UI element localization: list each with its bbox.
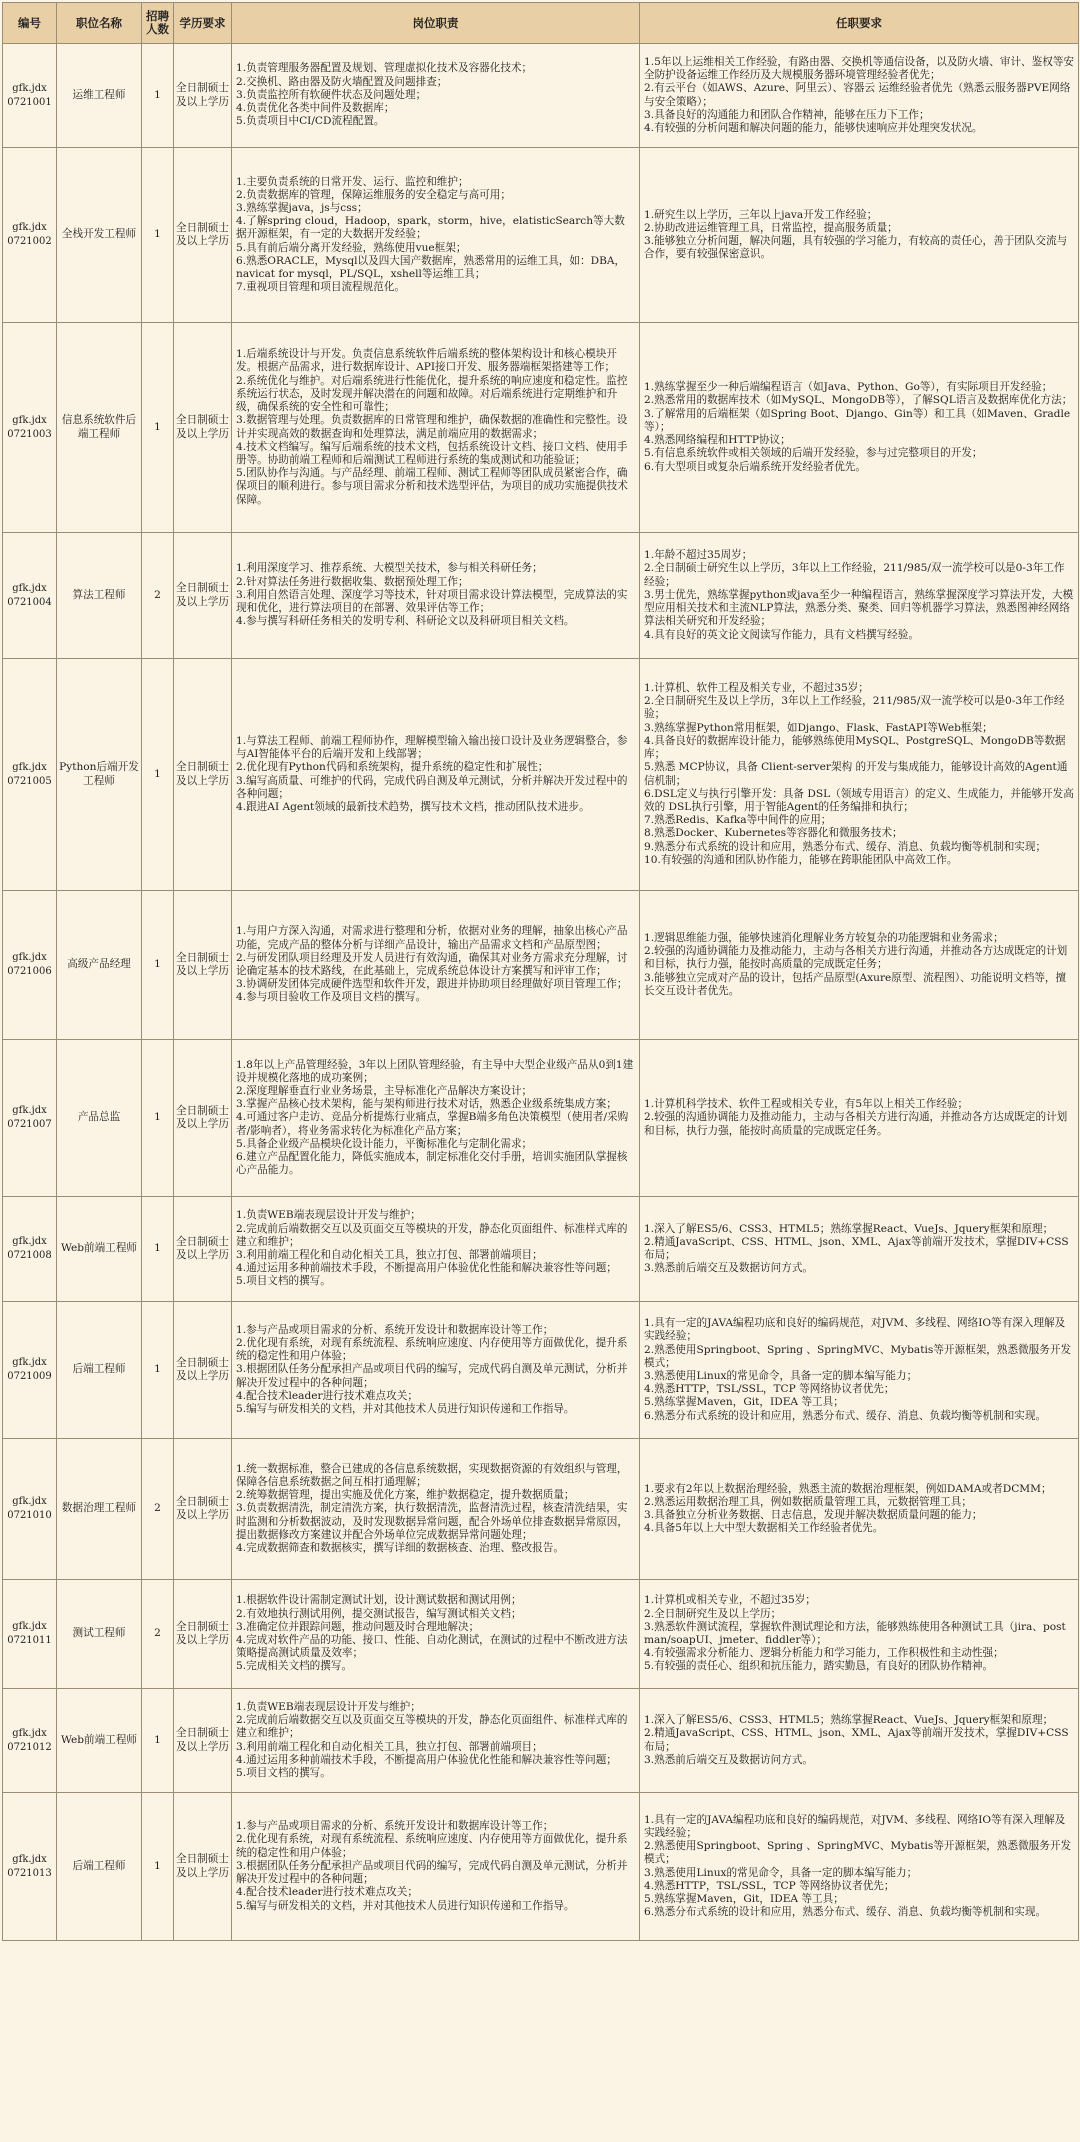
table-row [3,891,1079,1040]
table-row [3,1793,1079,1941]
duty-line: 4.负责优化各类中间件及数据库； [236,102,395,115]
requirement-line: 2.全日制硕士研究生以上学历，3年以上工作经验，211/985/双一流学校可以是0-3年工作经验； [644,562,1065,588]
duty-line: 6.建立产品配置化能力，降低实施成本，制定标准化交付手册，培训实施团队掌握核心产品能力。 [236,1151,628,1177]
education-requirement: 全日制硕士及以上学历 [174,1580,232,1689]
headcount: 1 [142,1197,174,1302]
header-count: 招聘人数 [142,3,174,44]
duty-line: 1.参与产品或项目需求的分析、系统开发设计和数据库设计等工作； [236,1820,554,1833]
headcount: 1 [142,659,174,891]
duty-line: 2.优化现有Python代码和系统架构，提升系统的稳定性和扩展性； [236,761,549,774]
table-body [3,44,1079,1941]
requirement-line: 1.研究生以上学历，三年以上java开发工作经验； [644,208,878,221]
requirement-line: 1.逻辑思维能力强，能够快速消化理解业务方较复杂的功能逻辑和业务需求； [644,931,1004,944]
requirement-line: 1.具有一定的JAVA编程功底和良好的编码规范，对JVM、多线程、网络IO等有深入理解及实践经验； [644,1317,1066,1343]
position-code [3,533,57,659]
requirement-line: 4.熟悉网络编程和HTTP协议； [644,434,791,447]
duty-line: 1.8年以上产品管理经验，3年以上团队管理经验，有主导中大型企业级产品从0到1建设并规模化落地的成功案例； [236,1058,634,1084]
requirement-line: 10.有较强的沟通和团队协作能力，能够在跨职能团队中高效工作。 [644,853,958,866]
duty-line: 4.通过运用多种前端技术手段，不断提高用户体验优化性能和解决兼容性等问题； [236,1262,617,1275]
headcount: 2 [142,533,174,659]
duty-line: 1.主要负责系统的日常开发、运行、监控和维护； [236,175,469,188]
position-title: 信息系统软件后端工程师 [57,323,142,533]
requirement-line: 5.熟悉 MCP协议，具备 Client-server架构 的开发与集成能力，能够设计高效的Agent通信机制； [644,761,1068,787]
duty-line: 3.负责数据清洗，制定清洗方案，执行数据清洗，监督清洗过程，核查清洗结果，实时监测和分析数据波动，及时发现数据异常问题，配合外场单位排查数据异常原因，提出数据修改方案建议并配合外场单位完成数据异常问题处理； [236,1502,628,1541]
header-title: 职位名称 [57,3,142,44]
headcount: 1 [142,323,174,533]
duty-line: 3.利用前端工程化和自动化相关工具，独立打包、部署前端项目； [236,1740,543,1753]
requirement-line: 1.5年以上运维相关工作经验，有路由器、交换机等通信设备，以及防火墙、审计、鉴权等安全防护设备运维工作经历及大规模服务器环境管理经验者优先； [644,55,1075,82]
header-reqs: 任职要求 [640,3,1079,44]
education-requirement: 全日制硕士及以上学历 [174,1689,232,1793]
duty-line: 3.负责监控所有软硬件状态及问题处理； [236,88,427,101]
education-requirement: 全日制硕士及以上学历 [174,891,232,1040]
duty-line: 1.负责管理服务器配置及规划、管理虚拟化技术及容器化技术； [236,62,533,75]
position-title: Python后端开发工程师 [57,659,142,891]
requirement-line: 6.熟悉分布式系统的设计和应用，熟悉分布式、缓存、消息、负载均衡等机制和实现。 [644,1409,1047,1422]
duty-line: 3.熟练掌握java，js与css； [236,201,368,214]
requirement-line: 1.计算机或相关专业，不超过35岁； [644,1594,816,1607]
job-duties [232,891,640,1040]
position-code-part: gfk.jdx [12,952,47,963]
requirement-line: 3.了解常用的后端框架（如Spring Boot、Django、Gin等）和工具（如Maven、Gradle等）； [644,407,1071,433]
position-code [3,1580,57,1689]
requirement-line: 4.具备良好的数据库设计能力，能够熟练使用MySQL、PostgreSQL、MongoDB等数据库； [644,734,1066,761]
header-code: 编号 [3,3,57,44]
duty-line: 3.掌握产品核心技术架构，能与架构师进行技术对话，熟悉企业级系统集成方案； [236,1098,617,1111]
job-requirements [640,44,1079,148]
headcount: 1 [142,44,174,148]
requirement-line: 2.熟悉常用的数据库技术（如MySQL、MongoDB等），了解SQL语言及数据库优化方法； [644,394,1073,407]
duty-line: 1.根据软件设计需制定测试计划，设计测试数据和测试用例； [236,1594,522,1607]
duty-line: 2.交换机、路由器及防火墙配置及问题排查； [236,75,448,88]
education-requirement: 全日制硕士及以上学历 [174,659,232,891]
position-code-part: gfk.jdx [12,1105,47,1116]
table-row [3,148,1079,323]
duty-line: 3.准确定位并跟踪问题，推动问题及时合理地解决； [236,1620,480,1633]
position-code-part: 0721011 [7,1635,52,1646]
headcount: 1 [142,148,174,323]
table-row [3,533,1079,659]
position-code-part: gfk.jdx [12,1727,47,1739]
duty-line: 2.系统优化与维护。对后端系统进行性能优化，提升系统的响应速度和稳定性。监控系统运行状态，及时发现并解决潜在的问题和故障。对后端系统进行定期维护和升级，确保系统的安全性和可靠性； [236,374,628,414]
position-code-part: gfk.jdx [12,82,47,94]
duty-line: 3.利用前端工程化和自动化相关工具，独立打包、部署前端项目； [236,1249,543,1261]
duty-line: 1.利用深度学习、推荐系统、大模型关技术，参与相关科研任务； [236,562,543,575]
position-title: Web前端工程师 [57,1197,142,1302]
requirement-line: 3.熟悉软件测试流程，掌握软件测试理论和方法，能够熟练使用各种测试工具（jira、postman/soapUI、jmeter、fiddler等）； [644,1620,1066,1646]
duty-line: 5.编写与研发相关的文档，并对其他技术人员进行知识传递和工作指导。 [236,1899,575,1912]
education-requirement: 全日制硕士及以上学历 [174,1040,232,1197]
header-duties: 岗位职责 [232,3,640,44]
job-duties [232,44,640,148]
position-code-part: gfk.jdx [12,1236,47,1247]
position-code [3,891,57,1040]
duty-line: 2.统筹数据管理，提出实施及优化方案，维护数据稳定，提升数据质量； [236,1489,575,1502]
job-table [2,2,1079,1941]
headcount: 1 [142,1689,174,1793]
requirement-line: 5.有较强的责任心、组织和抗压能力，踏实勤恳，有良好的团队协作精神。 [644,1660,994,1673]
requirement-line: 4.有较强需求分析能力、逻辑分析能力和学习能力，工作积极性和主动性强； [644,1647,1004,1660]
header-edu: 学历要求 [174,3,232,44]
duty-line: 2.与研发团队项目经理及开发人员进行有效沟通，确保其对业务方需求充分理解，讨论确定基本的技术路线，在此基础上，完成系统总体设计方案撰写和评审工作； [236,951,628,977]
requirement-line: 4.熟悉HTTP，TSL/SSL，TCP 等网络协议者优先； [644,1383,895,1396]
position-title: 数据治理工程师 [57,1439,142,1580]
requirement-line: 3.熟悉前后端交互及数据访问方式。 [644,1753,814,1766]
requirement-line: 1.要求有2年以上数据治理经验，熟悉主流的数据治理框架，例如DAMA或者DCMM； [644,1482,1052,1495]
requirement-line: 3.能够独立分析问题，解决问题，具有较强的学习能力，有较高的责任心，善于团队交流与合作，要有较强保密意识。 [644,235,1068,261]
job-duties [232,533,640,659]
position-code-part: gfk.jdx [12,1621,47,1632]
position-code-part: 0721001 [7,96,52,108]
position-code-part: 0721013 [7,1867,52,1879]
requirement-line: 1.年龄不超过35周岁； [644,549,753,562]
requirement-line: 4.熟悉HTTP，TSL/SSL，TCP 等网络协议者优先； [644,1879,895,1892]
duty-line: 2.完成前后端数据交互以及页面交互等模块的开发，静态化页面组件、标准样式库的建立和维护； [236,1222,628,1248]
requirement-line: 2.全日制研究生及以上学历，3年以上工作经验，211/985/双一流学校可以是0-3年工作经验； [644,695,1065,721]
requirement-line: 2.较强的沟通协调能力及推动能力，主动与各相关方进行沟通，并推动各方达成既定的计划和目标，执行力强，能按时高质量的完成既定任务。 [644,1111,1068,1137]
requirement-line: 6.DSL定义与执行引擎开发：具备 DSL（领域专用语言）的定义、生成能力，并能够开发高效的 DSL执行引擎，用于智能Agent的任务编排和执行； [644,787,1074,813]
position-code [3,1793,57,1941]
job-requirements [640,1689,1079,1793]
position-title: 运维工程师 [57,44,142,148]
requirement-line: 2.协助改进运维管理工具，日常监控，提高服务质量； [644,221,898,234]
position-code-part: 0721010 [7,1510,52,1521]
job-duties [232,1302,640,1439]
table-row [3,659,1079,891]
position-code [3,1197,57,1302]
education-requirement: 全日制硕士及以上学历 [174,323,232,533]
duty-line: 3.根据团队任务分配承担产品或项目代码的编写，完成代码自测及单元测试，分析并解决开发过程中的各种问题； [236,1859,628,1886]
duty-line: 4.参与项目验收工作及项目文档的撰写。 [236,991,427,1004]
requirement-line: 3.熟练掌握Python常用框架，如Django、Flask、FastAPI等Web框架； [644,721,993,734]
table-row [3,1040,1079,1197]
headcount: 1 [142,1302,174,1439]
requirement-line: 2.全日制研究生及以上学历； [644,1607,782,1620]
requirement-line: 9.熟悉分布式系统的设计和应用，熟悉分布式、缓存、消息、负载均衡等机制和实现； [644,840,1047,853]
job-requirements [640,1580,1079,1689]
duty-line: 2.完成前后端数据交互以及页面交互等模块的开发，静态化页面组件、标准样式库的建立和维护； [236,1714,628,1740]
position-code-part: 0721012 [7,1741,52,1753]
duty-line: 4.完成数据筛查和数据核实，撰写详细的数据核查、治理、整改报告。 [236,1542,564,1554]
education-requirement: 全日制硕士及以上学历 [174,148,232,323]
job-duties [232,1689,640,1793]
requirement-line: 4.具备5年以上大中型大数据相关工作经验者优先。 [644,1522,884,1535]
duty-line: 1.参与产品或项目需求的分析、系统开发设计和数据库设计等工作； [236,1323,554,1336]
job-requirements [640,891,1079,1040]
duty-line: 7.重视项目管理和项目流程规范化。 [236,281,406,294]
position-code-part: gfk.jdx [12,222,47,233]
duty-line: 4.参与撰写科研任务相关的发明专利、科研论文以及科研项目相关文档。 [236,615,575,628]
position-code [3,323,57,533]
duty-line: 3.协调研发团体完成硬件选型和软件开发，跟进并协助项目经理做好项目管理工作； [236,978,628,991]
position-title: Web前端工程师 [57,1689,142,1793]
duty-line: 1.与算法工程师、前端工程师协作，理解模型输入输出接口设计及业务逻辑整合，参与AI智能体平台的后端开发和上线部署； [236,734,628,761]
headcount: 1 [142,891,174,1040]
duty-line: 2.针对算法任务进行数据收集、数据预处理工作； [236,575,469,588]
job-requirements [640,1793,1079,1941]
duty-line: 1.负责WEB端表现层设计开发与维护； [236,1209,421,1222]
position-title: 高级产品经理 [57,891,142,1040]
position-code [3,1689,57,1793]
table-row [3,44,1079,148]
position-title: 算法工程师 [57,533,142,659]
requirement-line: 3.具备良好的沟通能力和团队合作精神，能够在压力下工作； [644,108,930,121]
requirement-line: 2.精通JavaScript、CSS、HTML、json、XML、Ajax等前端开发技术，掌握DIV+CSS布局； [644,1235,1069,1261]
position-code-part: gfk.jdx [12,1357,47,1368]
duty-line: 4.完成对软件产品的功能、接口、性能、自动化测试，在测试的过程中不断改进方法策略提高测试质量及效率； [236,1634,628,1660]
job-requirements [640,323,1079,533]
duty-line: 5.负责项目中CI/CD流程配置。 [236,115,385,128]
position-title: 全栈开发工程师 [57,148,142,323]
duty-line: 4.技术文档编写。编写后端系统的技术文档，包括系统设计文档、接口文档、使用手册等。协助前端工程师和后端测试工程师进行系统的集成测试和功能验证； [236,440,628,466]
duty-line: 3.利用自然语言处理、深度学习等技术，针对项目需求设计算法模型，完成算法的实现和优化，进行算法项目的在部署、效果评估等工作； [236,588,628,615]
headcount: 1 [142,1040,174,1197]
requirement-line: 6.熟悉分布式系统的设计和应用，熟悉分布式、缓存、消息、负载均衡等机制和实现。 [644,1906,1047,1919]
duty-line: 5.具有前后端分离开发经验，熟练使用vue框架； [236,241,467,254]
table-row [3,1439,1079,1580]
job-requirements [640,1439,1079,1580]
duty-line: 5.具备企业级产品模块化设计能力，平衡标准化与定制化需求； [236,1137,533,1150]
education-requirement: 全日制硕士及以上学历 [174,1439,232,1580]
job-requirements [640,659,1079,891]
job-duties [232,1793,640,1941]
position-code-part: gfk.jdx [12,761,47,773]
requirement-line: 2.熟悉使用Springboot、Spring 、SpringMVC、Mybatis等开源框架，熟悉微服务开发模式； [644,1840,1072,1866]
duty-line: 5.项目文档的撰写。 [236,1766,331,1779]
requirement-line: 2.熟悉使用Springboot、Spring 、SpringMVC、Mybatis等开源框架，熟悉微服务开发模式； [644,1343,1072,1369]
requirement-line: 3.男士优先，熟练掌握python或java至少一种编程语言，熟练掌握深度学习算法开发，大模型应用相关技术和主流NLP算法，熟悉分类、聚类、回归等机器学习算法，熟悉图神经网络算法相关研究和开发经验； [644,588,1074,628]
education-requirement: 全日制硕士及以上学历 [174,1197,232,1302]
job-requirements [640,1302,1079,1439]
job-duties [232,323,640,533]
duty-line: 4.配合技术leader进行技术难点攻关； [236,1389,418,1402]
requirement-line: 5.熟练掌握Maven，Git，IDEA 等工具； [644,1396,844,1409]
position-code [3,1040,57,1197]
duty-line: 1.负责WEB端表现层设计开发与维护； [236,1700,421,1713]
job-requirements [640,1197,1079,1302]
job-duties [232,1580,640,1689]
requirement-line: 5.熟练掌握Maven，Git，IDEA 等工具； [644,1892,844,1905]
table-row [3,1197,1079,1302]
requirement-line: 4.有较强的分析问题和解决问题的能力，能够快速响应并处理突发状况。 [644,121,983,134]
position-code-part: 0721005 [7,775,52,787]
education-requirement: 全日制硕士及以上学历 [174,1302,232,1439]
duty-line: 2.有效地执行测试用例，提交测试报告，编写测试相关文档； [236,1607,522,1620]
job-requirements [640,148,1079,323]
job-duties [232,1197,640,1302]
requirement-line: 6.有大型项目或复杂后端系统开发经验者优先。 [644,460,866,473]
position-code-part: 0721004 [7,596,52,608]
requirement-line: 3.熟悉使用Linux的常见命令，具备一定的脚本编写能力； [644,1866,918,1879]
job-duties [232,148,640,323]
position-code [3,659,57,891]
position-code-part: 0721007 [7,1119,52,1130]
headcount: 2 [142,1580,174,1689]
position-code-part: 0721008 [7,1250,52,1261]
position-code-part: 0721006 [7,966,52,977]
requirement-line: 2.精通JavaScript、CSS、HTML、json、XML、Ajax等前端开发技术，掌握DIV+CSS布局； [644,1727,1069,1753]
duty-line: 3.数据管理与处理。负责数据库的日常管理和维护，确保数据的准确性和完整性。设计并实现高效的数据查询和处理算法，满足前端应用的数据需求； [236,414,628,440]
position-code-part: 0721003 [7,428,52,440]
duty-line: 5.编写与研发相关的文档，并对其他技术人员进行知识传递和工作指导。 [236,1403,575,1415]
duty-line: 1.与用户方深入沟通，对需求进行整理和分析，依据对业务的理解，抽象出核心产品功能，完成产品的整体分析与详细产品设计，输出产品需求文档和产品原型图； [236,925,628,951]
duty-line: 6.熟悉ORACLE，Mysql以及四大国产数据库，熟悉常用的运维工具，如：DBA，navicat for mysql，PL/SQL，xshell等运维工具； [236,254,626,280]
requirement-line: 3.具备独立分析业务数据、日志信息，发现并解决数据质量问题的能力； [644,1509,983,1521]
education-requirement: 全日制硕士及以上学历 [174,533,232,659]
table-row [3,1689,1079,1793]
position-code-part: 0721009 [7,1371,52,1382]
headcount: 2 [142,1439,174,1580]
requirement-line: 4.具有良好的英文论文阅读写作能力，具有文档撰写经验。 [644,628,919,641]
requirement-line: 1.计算机、软件工程及相关专业，不超过35岁； [644,682,869,695]
position-title: 后端工程师 [57,1793,142,1941]
duty-line: 4.配合技术leader进行技术难点攻关； [236,1886,418,1899]
requirement-line: 1.熟练掌握至少一种后端编程语言（如Java、Python、Go等），有实际项目开发经验； [644,381,1053,394]
requirement-line: 8.熟悉Docker、Kubernetes等容器化和微服务技术； [644,827,903,840]
table-row [3,1302,1079,1439]
position-code-part: gfk.jdx [12,1853,47,1865]
requirement-line: 1.计算机科学技术、软件工程或相关专业，有5年以上相关工作经验； [644,1098,969,1111]
position-code-part: gfk.jdx [12,1496,47,1507]
duty-line: 3.编写高质量、可维护的代码，完成代码自测及单元测试，分析并解决开发过程中的各种问题； [236,774,628,800]
requirement-line: 5.有信息系统软件或相关领域的后端开发经验，参与过完整项目的开发； [644,447,983,460]
job-duties [232,1040,640,1197]
education-requirement: 全日制硕士及以上学历 [174,44,232,148]
position-title: 测试工程师 [57,1580,142,1689]
requirement-line: 1.深入了解ES5/6、CSS3、HTML5；熟练掌握React、VueJs、Jquery框架和原理； [644,1222,1054,1235]
requirement-line: 1.深入了解ES5/6、CSS3、HTML5；熟练掌握React、VueJs、Jquery框架和原理； [644,1714,1054,1727]
requirement-line: 2.较强的沟通协调能力及推动能力，主动与各相关方进行沟通，并推动各方达成既定的计划和目标，执行力强，能按时高质量的完成既定任务； [644,945,1068,971]
requirement-line: 7.熟悉Redis、Kafka等中间件的应用； [644,814,832,827]
requirement-line: 2.熟悉运用数据治理工具，例如数据质量管理工具，元数据管理工具； [644,1495,972,1508]
duty-line: 3.根据团队任务分配承担产品或项目代码的编写，完成代码自测及单元测试，分析并解决开发过程中的各种问题； [236,1363,628,1389]
requirement-line: 3.熟悉前后端交互及数据访问方式。 [644,1262,814,1275]
duty-line: 2.优化现有系统，对现有系统流程、系统响应速度、内存使用等方面做优化，提升系统的稳定性和用户体验； [236,1336,628,1363]
position-code-part: gfk.jdx [12,582,47,594]
education-requirement: 全日制硕士及以上学历 [174,1793,232,1941]
duty-line: 1.后端系统设计与开发。负责信息系统软件后端系统的整体架构设计和核心模块开发。根据产品需求，进行数据库设计、API接口开发、服务器端框架搭建等工作； [236,348,617,374]
position-title: 后端工程师 [57,1302,142,1439]
duty-line: 5.项目文档的撰写。 [236,1275,331,1288]
position-code-part: 0721002 [7,236,52,247]
duty-line: 4.通过运用多种前端技术手段，不断提高用户体验优化性能和解决兼容性等问题； [236,1753,617,1766]
duty-line: 1.统一数据标准，整合已建成的各信息系统数据，实现数据资源的有效组织与管理，保障各信息系统数据之间互相打通理解； [236,1462,628,1488]
duty-line: 4.可通过客户走访、竞品分析提炼行业痛点，掌握B端多角色决策模型（使用者/采购者/影响者），将业务需求转化为标准化产品方案； [236,1111,629,1137]
table-header-row [3,3,1079,44]
job-requirements [640,1040,1079,1197]
position-code [3,1302,57,1439]
duty-line: 2.优化现有系统，对现有系统流程、系统响应速度、内存使用等方面做优化，提升系统的稳定性和用户体验； [236,1833,628,1859]
position-code [3,44,57,148]
position-code [3,148,57,323]
duty-line: 5.完成相关文档的撰写。 [236,1660,353,1673]
position-code-part: gfk.jdx [12,414,47,426]
job-duties [232,1439,640,1580]
job-requirements [640,533,1079,659]
table-row [3,1580,1079,1689]
duty-line: 5.团队协作与沟通。与产品经理、前端工程师、测试工程师等团队成员紧密合作，确保项目的顺利进行。参与项目需求分析和技术选型评估，为项目的成功实施提供技术保障。 [236,467,628,506]
requirement-line: 3.熟悉使用Linux的常见命令，具备一定的脚本编写能力； [644,1370,918,1382]
table-row [3,323,1079,533]
requirement-line: 2.有云平台（如AWS、Azure、阿里云）、容器云 运维经验者优先（熟悉云服务器PVE网络与安全策略）； [644,82,1071,108]
position-code [3,1439,57,1580]
requirement-line: 3.能够独立完成对产品的设计，包括产品原型(Axure原型、流程图）、功能说明文档等，擅长交互设计者优先。 [644,971,1067,997]
duty-line: 4.了解spring cloud，Hadoop，spark，storm，hive，elatisticSearch等大数据开源框架，有一定的大数据开发经验； [236,215,625,241]
requirement-line: 1.具有一定的JAVA编程功底和良好的编码规范，对JVM、多线程、网络IO等有深入理解及实践经验； [644,1813,1066,1839]
duty-line: 2.负责数据库的管理，保障运维服务的安全稳定与高可用； [236,188,511,201]
position-title: 产品总监 [57,1040,142,1197]
job-duties [232,659,640,891]
duty-line: 4.跟进AI Agent领域的最新技术趋势，撰写技术文档，推动团队技术进步。 [236,800,590,813]
headcount: 1 [142,1793,174,1941]
duty-line: 2.深度理解垂直行业业务场景，主导标准化产品解决方案设计； [236,1084,533,1097]
